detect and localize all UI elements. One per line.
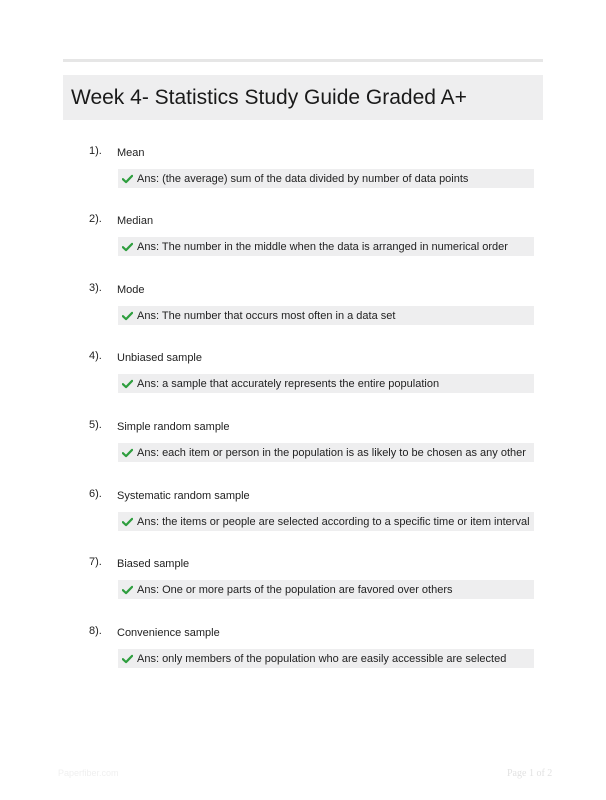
answer-box: [118, 374, 534, 393]
question-term: Median: [117, 215, 154, 227]
answer-text: Ans: The number that occurs most often in a data set: [137, 309, 396, 322]
question-number: 7).: [89, 556, 102, 568]
check-icon: [122, 242, 133, 252]
question-item: [0, 144, 606, 204]
question-number: 1).: [89, 145, 102, 157]
check-icon: [122, 448, 133, 458]
question-number: 3).: [89, 282, 102, 294]
question-term: Systematic random sample: [117, 490, 250, 502]
page-title: Week 4- Statistics Study Guide Graded A+: [71, 86, 467, 109]
answer-text: Ans: The number in the middle when the data is arranged in numerical order: [137, 240, 508, 253]
question-term: Convenience sample: [117, 627, 220, 639]
question-item: [0, 349, 606, 409]
answer-box: [118, 649, 534, 668]
question-item: [0, 212, 606, 272]
answer-text: Ans: only members of the population who are easily accessible are selected: [137, 652, 507, 665]
answer-box: [118, 306, 534, 325]
question-item: [0, 487, 606, 547]
answer-box: [118, 512, 534, 531]
answer-box: [118, 580, 534, 599]
question-number: 8).: [89, 625, 102, 637]
question-item: [0, 281, 606, 341]
question-item: [0, 418, 606, 478]
check-icon: [122, 585, 133, 595]
check-icon: [122, 379, 133, 389]
question-term: Mean: [117, 147, 145, 159]
question-number: 5).: [89, 419, 102, 431]
question-term: Simple random sample: [117, 421, 230, 433]
title-banner: [63, 75, 543, 120]
page-number: Page 1 of 2: [507, 768, 553, 779]
answer-text: Ans: each item or person in the population is as likely to be chosen as any other: [137, 446, 526, 459]
check-icon: [122, 654, 133, 664]
question-term: Mode: [117, 284, 145, 296]
header-divider: [63, 59, 543, 62]
answer-text: Ans: the items or people are selected according to a specific time or item interval: [137, 515, 530, 528]
check-icon: [122, 174, 133, 184]
check-icon: [122, 311, 133, 321]
question-item: [0, 555, 606, 615]
question-term: Unbiased sample: [117, 352, 202, 364]
footer-watermark: Paperfiber.com: [58, 768, 119, 778]
check-icon: [122, 517, 133, 527]
question-term: Biased sample: [117, 558, 190, 570]
question-number: 6).: [89, 488, 102, 500]
question-number: 4).: [89, 350, 102, 362]
answer-text: Ans: One or more parts of the population are favored over others: [137, 583, 453, 596]
answer-box: [118, 443, 534, 462]
question-number: 2).: [89, 213, 102, 225]
answer-box: [118, 169, 534, 188]
answer-text: Ans: (the average) sum of the data divided by number of data points: [137, 172, 469, 185]
answer-box: [118, 237, 534, 256]
answer-text: Ans: a sample that accurately represents the entire population: [137, 377, 440, 390]
question-item: [0, 624, 606, 684]
